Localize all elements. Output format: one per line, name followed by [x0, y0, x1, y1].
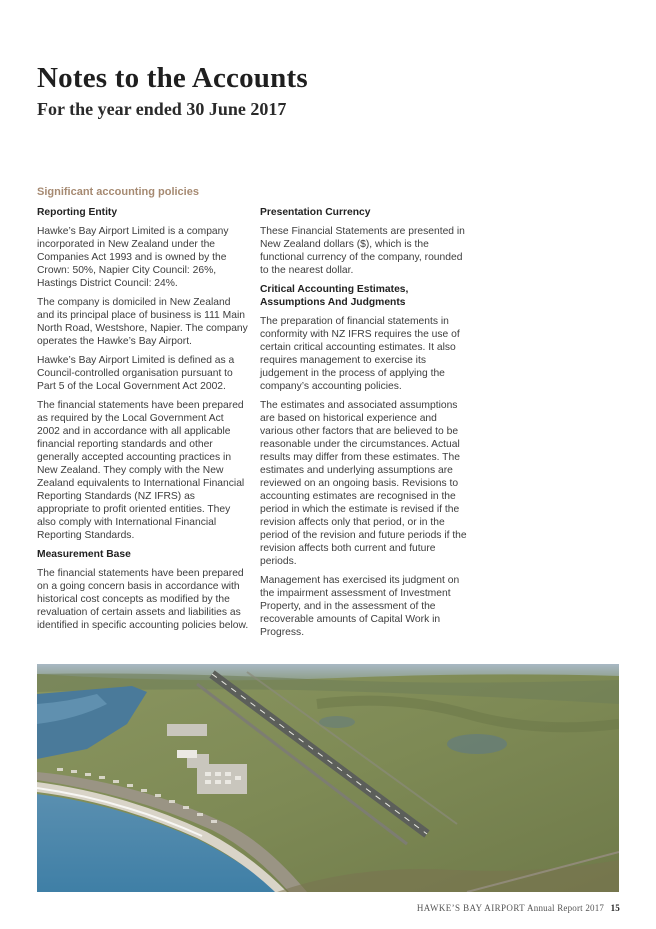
paragraph: The estimates and associated assumptions are based on historical experience and various other factors that are believed to be reasonable under the circumstances. Actual results may differ from these estimates. The estimates and underlying assumptions are reviewed on an ongoing basis. Revisions to accounting estimates are recognised in the period in which the estimate is revised if the revision affects only that period, or in the period of the revision and future periods if the revision affects both current and future periods.: [260, 400, 467, 567]
presentation-currency-heading: Presentation Currency: [260, 207, 371, 218]
critical-estimates-heading: Critical Accounting Estimates, Assumptions And Judgments: [260, 284, 409, 308]
page-footer: [417, 903, 620, 913]
page-subtitle: For the year ended 30 June 2017: [37, 99, 287, 119]
page-title: Notes to the Accounts: [37, 62, 308, 94]
footer-report: Annual Report 2017: [527, 903, 605, 913]
paragraph: Management has exercised its judgment on the impairment assessment of Investment Property, and in the assessment of the recoverable amounts of Capital Work in Progress.: [260, 575, 460, 638]
measurement-base-heading: Measurement Base: [37, 549, 131, 560]
paragraph: These Financial Statements are presented in New Zealand dollars ($), which is the functional currency of the company, rounded to the nearest dollar.: [260, 226, 465, 276]
left-column: [37, 206, 249, 638]
paragraph: The company is domiciled in New Zealand and its principal place of business is 111 Main North Road, Westshore, Napier. The company operates the Hawke’s Bay Airport.: [37, 297, 248, 347]
paragraph: Hawke’s Bay Airport Limited is defined as a Council-controlled organisation pursuant to Part 5 of the Local Government Act 2002.: [37, 355, 235, 392]
right-column: [260, 206, 470, 645]
reporting-entity-heading: Reporting Entity: [37, 207, 118, 218]
paragraph: The financial statements have been prepared as required by the Local Government Act 2002 and in accordance with all applicable financial reporting standards and other generally accepted accounting practices in New Zealand. They comply with the New Zealand equivalents to International Financial Reporting Standards (NZ IFRS) as appropriate to profit oriented entities. They also comply with International Financial Reporting Standards.: [37, 400, 245, 541]
paragraph: The financial statements have been prepared on a going concern basis in accordance with historical cost concepts as modified by the revaluation of certain assets and liabilities as identified in specific accounting policies below.: [37, 568, 249, 631]
aerial-airport-photo: [37, 664, 619, 892]
paragraph: Hawke’s Bay Airport Limited is a company incorporated in New Zealand under the Companies Act 1993 and is owned by the Crown: 50%, Napier City Council: 26%, Hastings District Council: 24%.: [37, 226, 229, 289]
paragraph: The preparation of financial statements in conformity with NZ IFRS requires the use of certain critical accounting estimates. It also requires management to exercise its judgement in the process of applying the company’s accounting policies.: [260, 316, 460, 392]
page-number: 15: [610, 903, 620, 913]
section-title: Significant accounting policies: [37, 186, 199, 198]
footer-brand: HAWKE’S BAY AIRPORT: [416, 903, 526, 913]
